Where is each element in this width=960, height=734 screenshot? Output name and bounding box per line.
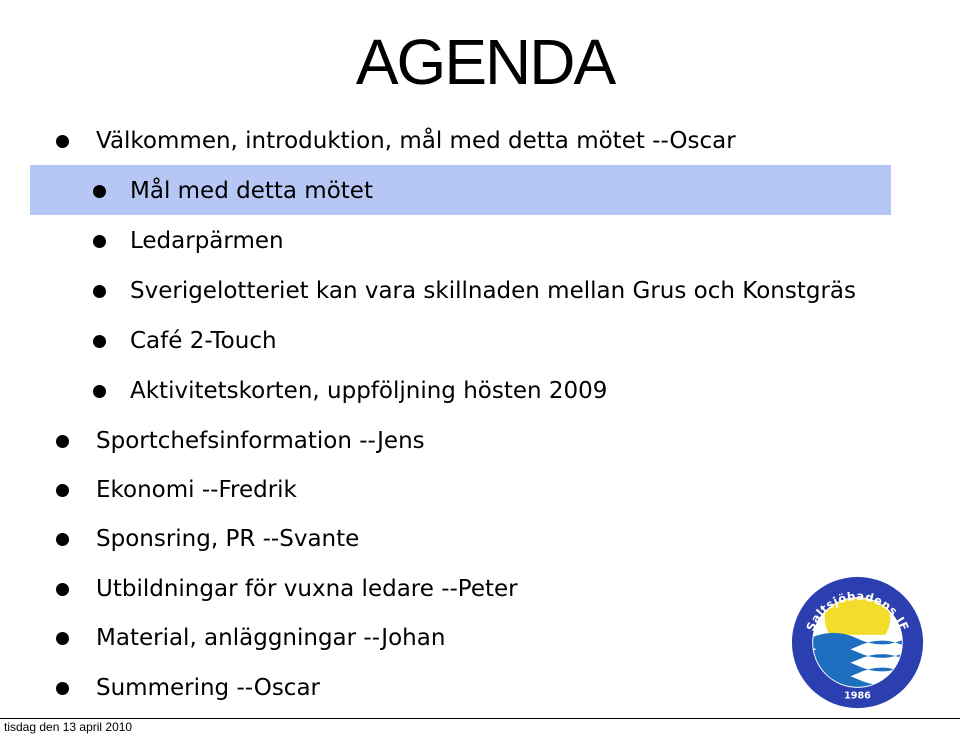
bullet-icon — [93, 385, 106, 398]
bullet-icon — [56, 484, 69, 497]
agenda-item-text: Välkommen, introduktion, mål med detta mötet --Oscar — [96, 128, 736, 154]
footer-date: tisdag den 13 april 2010 — [4, 720, 133, 734]
agenda-subitem-text: Sverigelotteriet kan vara skillnaden mellan Grus och Konstgräs — [130, 278, 856, 304]
bullet-icon — [93, 285, 106, 298]
logo-ring-text: Saltsjöbadens IF — [803, 588, 912, 634]
agenda-subitem-text: Aktivitetskorten, uppföljning hösten 2009 — [130, 378, 608, 404]
agenda-item-text: Summering --Oscar — [96, 675, 320, 701]
agenda-item-text: Ekonomi --Fredrik — [96, 477, 297, 503]
bullet-icon — [56, 435, 69, 448]
bullet-icon — [56, 533, 69, 546]
agenda-item-text: Material, anläggningar --Johan — [96, 625, 446, 651]
bullet-icon — [93, 235, 106, 248]
bullet-icon — [93, 335, 106, 348]
agenda-item-text: Sportchefsinformation --Jens — [96, 428, 425, 454]
bullet-icon — [56, 135, 69, 148]
logo-year: 1986 — [844, 690, 871, 702]
bullet-icon — [93, 185, 106, 198]
agenda-item-text: Sponsring, PR --Svante — [96, 526, 360, 552]
agenda-subitem-text: Ledarpärmen — [130, 228, 284, 254]
bullet-icon — [56, 583, 69, 596]
agenda-item-text: Utbildningar för vuxna ledare --Peter — [96, 576, 518, 602]
agenda-subitem-text: Mål med detta mötet — [130, 178, 373, 204]
bullet-icon — [56, 682, 69, 695]
footer-divider — [0, 718, 960, 719]
club-logo-icon — [790, 575, 925, 710]
agenda-subitem-text: Café 2-Touch — [130, 328, 277, 354]
bullet-icon — [56, 632, 69, 645]
slide-title: AGENDA — [355, 26, 615, 98]
